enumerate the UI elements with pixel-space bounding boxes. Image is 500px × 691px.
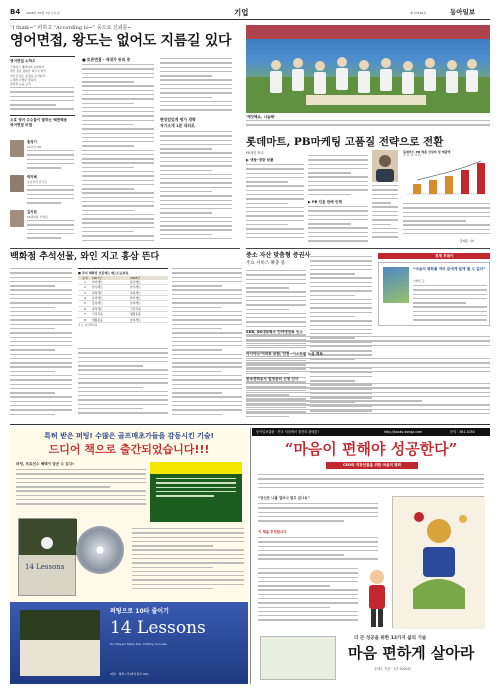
- expert-quote: [27, 220, 74, 242]
- business-ad-phone: 문의 : 361-1030: [450, 429, 475, 434]
- golf-ad-book-inset-text: [156, 478, 236, 518]
- golf-ad-book-inset-stripe: [150, 462, 242, 474]
- business-ad-footer-book: [260, 636, 336, 680]
- golf-ad-text: [16, 469, 146, 509]
- business-ad-tagline: CEO와 직장인들을 위한 마음의 평화: [342, 463, 402, 467]
- golf-ad-book-en: 14 Lessons: [110, 618, 206, 638]
- wine-table-cell: 과일세트: [130, 290, 141, 295]
- business-ad-footer-author: 송태수 지음 · 1만 4000원: [374, 667, 411, 671]
- golf-ad-blurb: 퍼팅, 프로선수 혜택이 담은 수 있다!: [16, 462, 74, 466]
- tips-box-title: 영어면접 노하우: [10, 59, 36, 63]
- wine-table-cell: 한우세트: [130, 285, 141, 290]
- photo-caption-title: '깨끗해요, 나눔해': [246, 115, 276, 119]
- chart-bar: [477, 163, 485, 194]
- wine-table-cell: 7: [84, 312, 86, 317]
- date-line: 2008년 10월 7일 수요일: [26, 11, 60, 15]
- wine-story-headline: 백화점 추석선물, 와인 지고 홍삼 뜬다: [10, 252, 160, 262]
- wine-table-body: [78, 280, 168, 323]
- tips-item: 간결하고 명확하게 표현하라: [10, 65, 45, 70]
- expert-role: SK텔레콤 인재원: [27, 215, 48, 219]
- golf-ad-line1: 특허 받은 퍼팅! 수많은 골프매초가들을 감동시킨 기술!: [44, 432, 214, 440]
- wine-table-cell: 참치세트: [130, 317, 141, 322]
- wine-table-cell: 4: [84, 295, 86, 300]
- briefs-title-bar: [378, 253, 490, 259]
- wine-story-body-col3: [172, 268, 242, 420]
- wine-table-cell: 2: [84, 285, 86, 290]
- expert-name: 김지원: [27, 210, 37, 214]
- business-ad-topbar: [252, 428, 490, 436]
- left-story-subhead: 자기소개 1분 내외로: [160, 123, 195, 128]
- wine-table-cell: 굴비세트: [92, 295, 103, 300]
- header-rule: [10, 19, 490, 20]
- brief-item-title: SKB, SK네트웍스 인터넷전화 인수: [246, 330, 303, 334]
- business-ad-footer-strip: [252, 634, 490, 684]
- golf-ad-banner-book: [20, 610, 100, 676]
- business-ad-footer-note: 더 큰 성공을 위한 12가지 삶의 기술: [354, 636, 427, 641]
- bank-story-headline: 중소 자산 맞춤형 증권사: [246, 252, 311, 259]
- left-story-divider: [10, 248, 240, 249]
- expert-role: LG전자 HR: [27, 145, 42, 149]
- golf-ad-book-title: 퍼팅으로 10타 줄이기: [110, 608, 169, 615]
- golf-ad-book-inset: [150, 462, 242, 522]
- business-ad-recommend: 이 책을 추천합니다: [258, 530, 287, 534]
- expert-name: 홍정기: [27, 140, 37, 144]
- business-ad-headline: “마음이 편해야 성공한다”: [284, 440, 458, 458]
- expert-card: [10, 140, 75, 172]
- masthead: 동아일보: [450, 8, 476, 16]
- wine-table-col: 2007년: [92, 275, 102, 280]
- wine-table-cell: 건강식품: [92, 312, 103, 317]
- business-ad-contact: 동아일보출판 · 전국 서점에서 절찬리 판매중!: [256, 429, 319, 434]
- brief-item-1: [246, 330, 490, 335]
- expert-name: 박지혜: [27, 175, 37, 179]
- ad-divider: [250, 428, 251, 684]
- chart-bar: [429, 180, 437, 194]
- business-ad-text-2: [258, 503, 378, 525]
- photo-caption-text: [246, 120, 490, 129]
- wine-table-col: 2008년: [130, 275, 140, 280]
- right-story-subline: PB제품 확대: [246, 151, 264, 155]
- book-inset-text: [413, 285, 487, 323]
- experts-sidebar: [10, 115, 75, 245]
- tips-item: 예상 질문 답변은 외우지 마라: [10, 69, 46, 74]
- wine-story-body-col1: [10, 268, 72, 420]
- wine-table-cell: 한우세트: [92, 285, 103, 290]
- brief-item-text: [246, 383, 490, 419]
- right-story-byline: 황태훈 기자: [460, 239, 475, 243]
- wine-table-cell: 굴비세트: [130, 301, 141, 306]
- wine-table-cell: 생활용품: [130, 312, 141, 317]
- wine-table-cell: 와인세트: [92, 279, 103, 284]
- expert-photo: [10, 140, 24, 157]
- golf-dvd: [76, 526, 124, 574]
- golf-ad-line2: 드디어 책으로 출간되었습니다!!!: [48, 443, 210, 456]
- wine-table-cell: 홍삼세트: [92, 301, 103, 306]
- chart-bar: [413, 184, 421, 194]
- right-story-body-col2: [308, 155, 368, 199]
- business-ad-text-4: [258, 568, 358, 628]
- golf-ad: [10, 428, 248, 684]
- left-story-subhead: 현장감있게 평가 경력: [160, 117, 196, 122]
- tips-item: [10, 65, 75, 86]
- brief-item-3: [246, 377, 490, 382]
- golf-book-cover-ball: [41, 537, 53, 549]
- expert-card: [10, 175, 75, 207]
- wine-table-row: [78, 318, 168, 323]
- cartoon-person-icon: [364, 568, 390, 628]
- book-inset-title: “마음의 평화를 여러 분에게 알게 될 수 없다”: [413, 267, 486, 271]
- mid-divider: [246, 248, 490, 249]
- left-story-headline: 영어면접, 왕도는 없어도 지름길 있다: [10, 33, 232, 49]
- book-inset-author: 이해인 글: [413, 279, 425, 283]
- chart-bar: [445, 176, 453, 194]
- wine-table-cell: 8: [84, 317, 86, 322]
- page-header: [10, 8, 490, 19]
- left-story-subhead: ■ 토론면접 · 세대가 동의 중: [82, 57, 131, 62]
- business-ad-book-title: 마음 편하게 살아라: [348, 644, 475, 662]
- expert-quote: [27, 150, 74, 170]
- page-number: B4: [10, 8, 21, 16]
- business-book-person: [364, 568, 390, 628]
- left-story-body-col2: [160, 58, 232, 116]
- tips-item: 면접관 눈을 보라: [10, 82, 31, 87]
- chart-bar: [461, 170, 469, 194]
- pb-chart-unit: (단위: %, 억원): [403, 154, 421, 157]
- wine-table-cell: 5: [84, 301, 86, 306]
- wine-table-cell: 홍삼세트: [130, 279, 141, 284]
- wine-table-title: ■ 추석 백화점 선물세트 베스트순위표: [78, 270, 129, 275]
- right-story-body-col1: [246, 164, 304, 244]
- right-story-subhead: ▶ PB 인분 판매 인력: [308, 200, 342, 204]
- right-story-photo: [246, 25, 490, 113]
- wine-table-col: 순위: [82, 275, 88, 280]
- brief-item-text: [246, 358, 490, 376]
- wine-table-cell: 1: [84, 279, 86, 284]
- experts-sidebar-title: 오호 영어 고수들이 말하는 백면백용 영어면접 비결: [10, 118, 68, 127]
- business-ad-text: [258, 474, 484, 492]
- right-story-body-col3: [372, 185, 398, 244]
- golf-ad-footer: 저자 · 영상 (주)마이골프 KCL: [110, 672, 149, 676]
- business-book-cover: [392, 496, 484, 628]
- brief-item-text: [246, 336, 490, 350]
- wine-table-cell: 와인세트: [130, 295, 141, 300]
- wine-table-cell: 생활용품: [92, 317, 103, 322]
- bank-story-subline: 주요 서비스 확충 중: [246, 261, 286, 266]
- right-story-body-col2b: [308, 206, 368, 244]
- left-story-kicker: “I think~” 피하고 “According to~” 등으로 신뢰를~: [10, 25, 132, 31]
- pb-chart-graphic: [403, 158, 490, 198]
- executive-photo: [372, 150, 398, 182]
- business-book-illustration: [393, 497, 485, 629]
- business-ad-text-3: [258, 537, 378, 563]
- section-title: 기업: [234, 8, 249, 17]
- wine-table-cell: 6: [84, 306, 86, 311]
- brief-item-title: 아시아나·이마트 보험, 인천~이스탄불 노선 개척: [246, 352, 323, 356]
- book-inset-cover: [383, 267, 409, 303]
- golf-ad-banner: [10, 602, 248, 684]
- right-story-headline: 롯데마트, PB마케팅 고품질 전략으로 전환: [246, 136, 444, 148]
- wine-table: [78, 268, 168, 344]
- golf-book-cover: [18, 518, 76, 596]
- wine-story-body-col2: [78, 348, 168, 420]
- expert-quote: [27, 185, 74, 205]
- tips-item: 자신감 있는 표정을 유지하라: [10, 73, 46, 78]
- tips-item: 구체적 사례로 말하라: [10, 77, 37, 82]
- wine-table-cell: 건강식품: [130, 306, 141, 311]
- expert-card: [10, 210, 75, 244]
- golf-ad-banner-book-dark: [20, 610, 100, 640]
- wine-table-cell: 3: [84, 290, 86, 295]
- tips-box: [10, 56, 75, 111]
- brief-item-title: 한국전력공사 법정관리 신청 인사: [246, 377, 299, 381]
- golf-ad-text-2: [132, 528, 244, 598]
- photo-people-illustration: [246, 25, 490, 113]
- business-ad: [252, 428, 490, 684]
- golf-book-cover-label: 14 Lessons: [25, 563, 65, 571]
- briefs-title: 경제 투데이: [435, 253, 454, 258]
- issue-line: 제 27692호: [410, 11, 427, 15]
- expert-role: 삼성전자 인사팀: [27, 180, 47, 184]
- ad-top-rule: [10, 424, 490, 425]
- book-inset: [378, 262, 490, 326]
- wine-table-source: 자료: 현대백화점: [78, 323, 98, 327]
- left-story-body-col2b: [160, 131, 232, 244]
- wine-table-cell: 과일세트: [92, 290, 103, 295]
- expert-photo: [10, 210, 24, 227]
- pb-chart: [403, 150, 490, 200]
- pb-chart-title: 롯데마트 PB 매출 건설비 및 매출액: [403, 150, 451, 154]
- right-story-body-col4: [403, 203, 490, 239]
- brief-item-2: [246, 352, 490, 357]
- tips-box-body: [10, 87, 74, 111]
- right-story-subhead: ▶ 냉동·냉장 상품: [246, 158, 274, 162]
- right-story-photo-caption: [246, 115, 490, 119]
- person-silhouette-icon: [372, 150, 398, 182]
- expert-photo: [10, 175, 24, 192]
- business-ad-intro: “당신은 나를 얼마나 알고 있나요”: [258, 496, 310, 500]
- left-story-body-col1: [82, 64, 154, 244]
- wine-table-cell: 참치세트: [92, 306, 103, 311]
- business-ad-url[interactable]: http://books.donga.com: [384, 429, 422, 434]
- golf-ad-book-sub: for Players Make Pop, Putting Success: [110, 642, 167, 646]
